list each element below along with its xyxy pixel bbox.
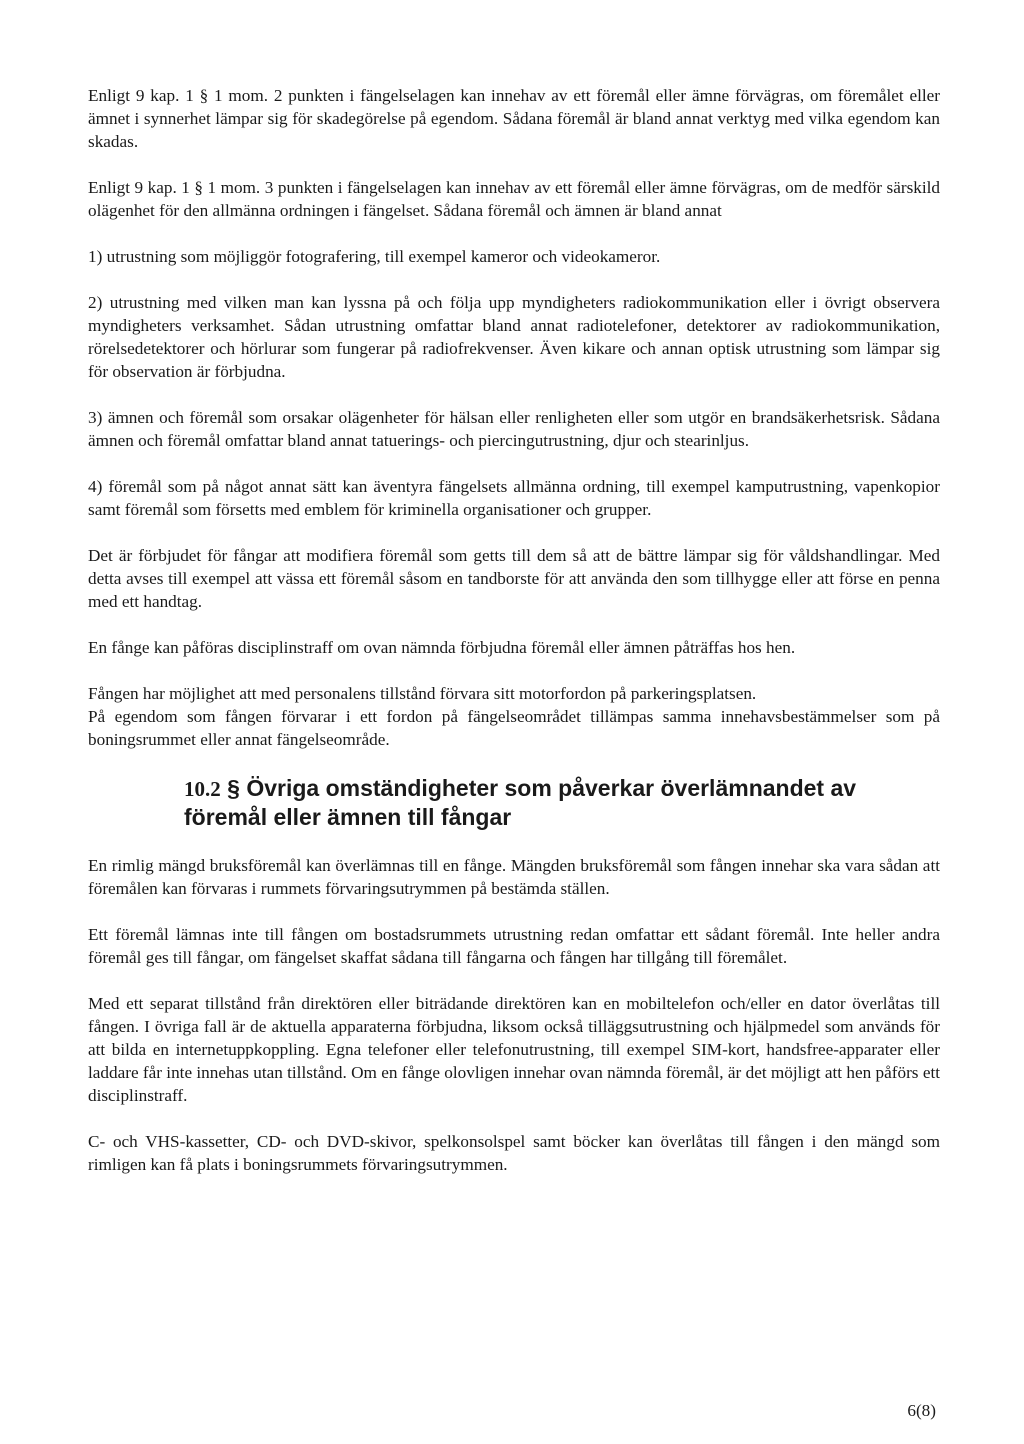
paragraph-mobile-phone: Med ett separat tillstånd från direktören eller biträdande direktören kan en mobiltelefon och/eller en dator överlåtas till fången. I övriga fall är de aktuella apparaterna förbjudna, liksom också tilläggsutrustning och hjälpmedel som används för att bilda en internetuppkoppling. Egna telefoner eller telefonutrustning, till exempel SIM-kort, handsfree-apparater eller laddare får inte innehas utan tillstånd. Om en fånge olovligen innehar ovan nämnda föremål, är det möjligt att hen påförs ett disciplinstraff.	[88, 994, 940, 1105]
paragraph-9-kap-3-punkten: Enligt 9 kap. 1 § 1 mom. 3 punkten i fängelselagen kan innehav av ett föremål eller ämne förvägras, om de medför särskild olägenhet för den allmänna ordningen i fängelset. Sådana föremål och ämnen är bland annat	[88, 178, 940, 220]
paragraph-9-kap-2-punkten: Enligt 9 kap. 1 § 1 mom. 2 punkten i fängelselagen kan innehav av ett föremål eller ämne förvägras, om föremålet eller ämnet i synnerhet lämpar sig för skadegörelse på egendom. Sådana föremål är bland annat verktyg med vilka egendom kan skadas.	[88, 86, 940, 151]
list-item-2: 2) utrustning med vilken man kan lyssna på och följa upp myndigheters radiokommunikation eller i övrigt observera myndigheters verksamhet. Sådan utrustning omfattar bland annat radiotelefoner, detektorer av radiokommunikation, rörelsedetektorer och hörlurar som fungerar på radiofrekvenser. Även kikare och annan optisk utrustning som lämpar sig för observation är förbjudna.	[88, 293, 940, 381]
section-heading	[88, 774, 940, 831]
paragraph-vehicle-property: På egendom som fången förvarar i ett fordon på fängelseområdet tillämpas samma innehavsbestämmelser som på boningsrummet eller annat fängelseområde.	[88, 707, 940, 749]
paragraph-vehicle: Fången har möjlighet att med personalens tillstånd förvara sitt motorfordon på parkeringsplatsen.	[88, 684, 757, 703]
list-item-4: 4) föremål som på något annat sätt kan äventyra fängelsets allmänna ordning, till exempel kamputrustning, vapenkopior samt föremål som försetts med emblem för kriminella organisationer och grupper.	[88, 477, 940, 519]
paragraph-disciplinary: En fånge kan påföras disciplinstraff om ovan nämnda förbjudna föremål eller ämnen påträffas hos hen.	[88, 638, 796, 657]
section-symbol: §	[227, 775, 240, 801]
paragraph-reasonable-amount: En rimlig mängd bruksföremål kan överlämnas till en fånge. Mängden bruksföremål som fången innehar ska vara sådan att föremålen kan förvaras i rummets förvaringsutrymmen på bestämda ställen.	[88, 856, 940, 898]
document-page	[88, 84, 940, 1176]
paragraph-modification: Det är förbjudet för fångar att modifiera föremål som getts till dem så att de bättre lämpar sig för våldshandlingar. Med detta avses till exempel att vässa ett föremål såsom en tandborste för att använda den som tillhygge eller att förse en penna med ett handtag.	[88, 546, 940, 611]
paragraph-not-given: Ett föremål lämnas inte till fången om bostadsrummets utrustning redan omfattar ett sådant föremål. Inte heller andra föremål ges till fångar, om fängelset skaffat sådana till fångarna och fången har tillgång till föremålet.	[88, 925, 940, 967]
section-number: 10.2	[184, 777, 221, 801]
page-number: 6(8)	[907, 1401, 936, 1420]
list-item-1: 1) utrustning som möjliggör fotografering, till exempel kameror och videokameror.	[88, 247, 661, 266]
list-item-3: 3) ämnen och föremål som orsakar olägenheter för hälsan eller renligheten eller som utgör en brandsäkerhetsrisk. Sådana ämnen och föremål omfattar bland annat tatuerings- och piercingutrustning, djur och stearinljus.	[88, 408, 940, 450]
paragraph-media: C- och VHS-kassetter, CD- och DVD-skivor, spelkonsolspel samt böcker kan överlåtas till fången i den mängd som rimligen kan få plats i boningsrummets förvaringsutrymmen.	[88, 1132, 940, 1174]
section-title: Övriga omständigheter som påverkar överlämnandet av föremål eller ämnen till fångar	[184, 775, 857, 830]
